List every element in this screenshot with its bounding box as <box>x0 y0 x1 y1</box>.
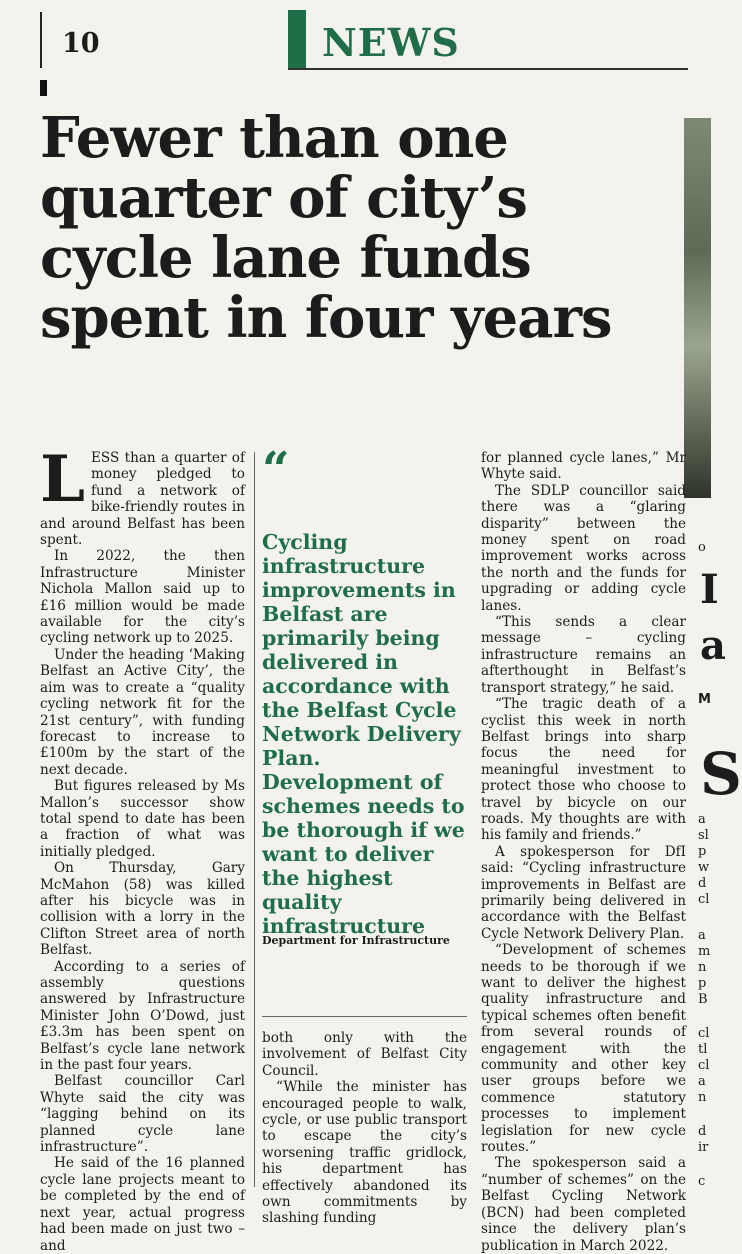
adjacent-fragment: a <box>698 1074 706 1089</box>
adjacent-fragment: m <box>698 944 711 959</box>
paragraph: for planned cycle lanes,” Mr Whyte said. <box>481 450 686 483</box>
paragraph: The spokesperson said a “number of schemes” on the Belfast Cycling Network (BCN) had been completed since the delivery plan’s publication in March 2022. <box>481 1155 686 1254</box>
quote-marks-icon: “ <box>262 442 290 498</box>
paragraph: On Thursday, Gary McMahon (58) was killed after his bicycle was in collision with a lorry in the Clifton Street area of north Belfast. <box>40 860 245 959</box>
paragraph: According to a series of assembly questions answered by Infrastructure Minister John O’Dowd, just £3.3m has been spent on Belfast’s cycle lane network in the past four years. <box>40 958 245 1074</box>
adjacent-fragment: p <box>698 844 707 859</box>
headline <box>40 105 680 351</box>
paragraph: both only with the involvement of Belfast City Council. <box>262 1030 467 1079</box>
paragraph: In 2022, the then Infrastructure Minister Nichola Mallon said up to £16 million would be made available for the city’s cycling network up to 2025. <box>40 548 245 647</box>
adjacent-fragment: n <box>698 960 707 975</box>
headline-line: spent in four years <box>40 285 612 351</box>
column-divider <box>254 452 255 1187</box>
paragraph: “While the minister has encouraged people to walk, cycle, or use public transport to escape the city’s worsening traffic gridlock, his department has effectively abandoned its own commitments by slashing funding <box>262 1079 467 1227</box>
pull-quote-rule <box>262 1016 467 1017</box>
header-underline <box>288 68 688 70</box>
adjacent-fragment: cl <box>698 1058 710 1073</box>
adjacent-fragment: B <box>698 992 708 1007</box>
adjacent-fragment: M <box>698 692 711 707</box>
adjacent-fragment: ir <box>698 1140 709 1155</box>
paragraph: A spokesperson for DfI said: “Cycling infrastructure improvements in Belfast are primarily being delivered in accordance with the Belfast Cycle Network Delivery Plan. <box>481 843 686 942</box>
adjacent-fragment: sl <box>698 828 709 843</box>
adjacent-fragment: cl <box>698 1026 710 1041</box>
section-label: NEWS <box>322 20 460 65</box>
adjacent-fragment: tl <box>698 1042 708 1057</box>
body-column-2 <box>262 1030 467 1227</box>
headline-line: quarter of city’s <box>40 165 527 231</box>
paragraph: Belfast councillor Carl Whyte said the city was “lagging behind on its planned cycle lane infrastructure”. <box>40 1073 245 1156</box>
adjacent-fragment: a <box>698 928 706 943</box>
adjacent-fragment: w <box>698 860 710 875</box>
section-color-bar <box>288 10 306 70</box>
adjacent-fragment: c <box>698 1174 706 1189</box>
paragraph: He said of the 16 planned cycle lane projects meant to be completed by the end of next year, actual progress had been made on just two – and <box>40 1155 245 1254</box>
drop-cap: L <box>40 442 85 517</box>
article-accent-mark <box>40 80 47 96</box>
paragraph: But figures released by Ms Mallon’s successor show total spend to date has been a fraction of what was initially pledged. <box>40 778 245 860</box>
adjacent-fragment: S <box>700 740 742 808</box>
adjacent-fragment: d <box>698 1124 707 1139</box>
pull-quote-attribution: Department for Infrastructure <box>262 934 450 947</box>
adjacent-fragment: o <box>698 540 706 555</box>
pull-quote: Cycling infrastructure improvements in Belfast are primarily being delivered in accordance with the Belfast Cycle Network Delivery Plan. Development of schemes needs to be thorough if we want to deliver the highest quality infrastructure <box>262 530 465 938</box>
adjacent-fragment: p <box>698 976 707 991</box>
body-column-3 <box>481 450 686 1254</box>
paragraph: The SDLP councillor said there was a “glaring disparity” between the money spent on road improvement works across the north and the funds for upgrading or adding cycle lanes. <box>481 482 686 614</box>
page-header <box>0 0 711 78</box>
lead-paragraph <box>40 442 245 549</box>
headline-line: Fewer than one <box>40 105 508 171</box>
paragraph: Under the heading ‘Making Belfast an Active City’, the aim was to create a “quality cycling network fit for the 21st century”, with funding forecast to increase to £100m by the start of the next decade. <box>40 646 245 778</box>
adjacent-fragment: cl <box>698 892 710 907</box>
adjacent-photo <box>684 118 711 498</box>
headline-line: cycle lane funds <box>40 225 531 291</box>
adjacent-fragment: I <box>700 566 719 613</box>
adjacent-fragment: d <box>698 876 707 891</box>
paragraph-text: ESS than a quarter of money pledged to fund a network of bike-friendly routes in and around Belfast has been spent. <box>40 450 245 549</box>
header-rule <box>40 12 42 68</box>
adjacent-fragment: a <box>700 622 726 669</box>
paragraph: “The tragic death of a cyclist this week in north Belfast brings into sharp focus the need for meaningful investment to protect those who choose to travel by bicycle on our roads. My thoughts are with his family and friends.” <box>481 696 686 844</box>
body-column-1 <box>40 442 245 1254</box>
adjacent-fragment: a <box>698 812 706 827</box>
adjacent-fragment: n <box>698 1090 707 1105</box>
paragraph: “This sends a clear message – cycling infrastructure remains an afterthought in Belfast’s transport strategy,” he said. <box>481 614 686 696</box>
page-number: 10 <box>62 28 100 59</box>
paragraph: “Development of schemes needs to be thorough if we want to deliver the highest quality infrastructure and typical schemes often benefit from several rounds of engagement with the community and other key user groups before we commence statutory processes to implement legislation for new cycle routes.” <box>481 942 686 1156</box>
